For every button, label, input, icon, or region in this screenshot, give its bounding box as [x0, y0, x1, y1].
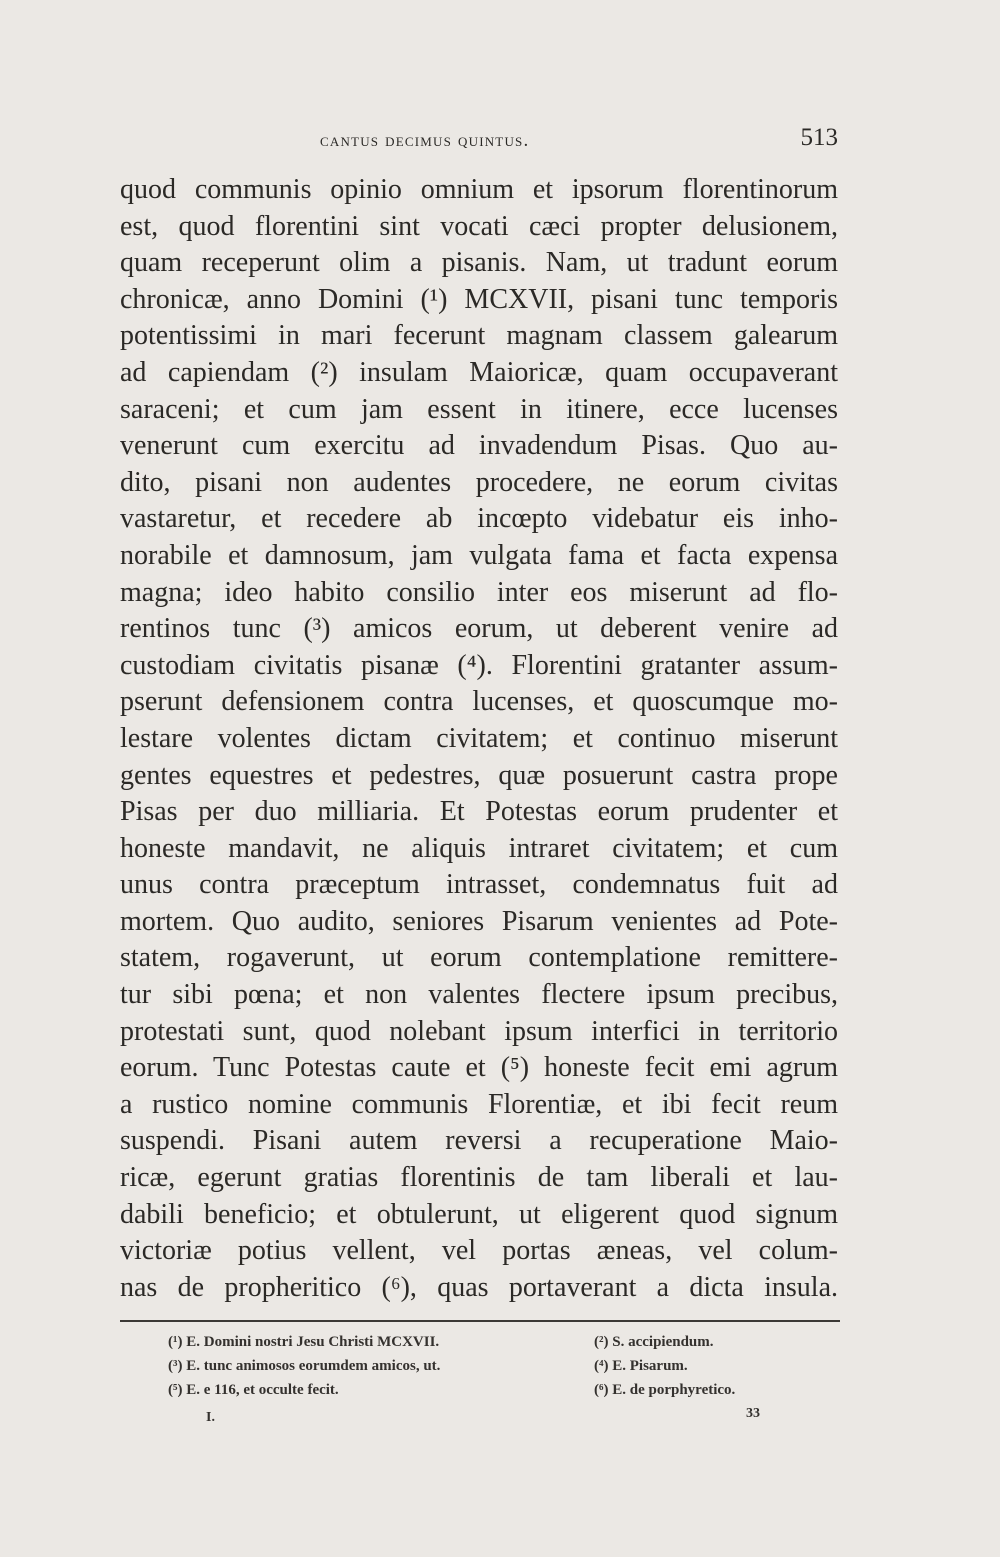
footnotes [160, 1330, 820, 1402]
gathering-mark: 33 [746, 1406, 760, 1421]
footnote-4: (⁴) E. Pisarum. [594, 1358, 688, 1374]
text-line: Pisas per duo milliaria. Et Potestas eorum prudenter et [120, 796, 838, 828]
text-line: mortem. Quo audito, seniores Pisarum venientes ad Pote- [120, 905, 838, 937]
running-title: cantus decimus quintus. [320, 130, 530, 151]
volume-mark: I. [206, 1410, 215, 1425]
text-line: suspendi. Pisani autem reversi a recuperatione Maio- [120, 1125, 838, 1157]
footnote-2: (²) S. accipiendum. [594, 1334, 714, 1350]
text-line: tur sibi pœna; et non valentes flectere ipsum precibus, [120, 979, 838, 1011]
text-line: norabile et damnosum, jam vulgata fama et facta expensa [120, 539, 838, 571]
text-line: a rustico nomine communis Florentiæ, et ibi fecit reum [120, 1088, 838, 1120]
text-line: saraceni; et cum jam essent in itinere, ecce lucenses [120, 393, 838, 425]
text-line: statem, rogaverunt, ut eorum contemplatione remittere- [120, 942, 838, 974]
text-line: rentinos tunc (³) amicos eorum, ut deberent venire ad [120, 613, 838, 645]
text-line: ad capiendam (²) insulam Maioricæ, quam occupaverant [120, 356, 838, 388]
text-line: honeste mandavit, ne aliquis intraret civitatem; et cum [120, 832, 838, 864]
footnote-row [160, 1330, 820, 1354]
text-line: unus contra præceptum intrasset, condemnatus fuit ad [120, 869, 838, 901]
text-line: chronicæ, anno Domini (¹) MCXVII, pisani tunc temporis [120, 283, 838, 315]
text-line: quod communis opinio omnium et ipsorum florentinorum [120, 174, 838, 205]
signature-line [160, 1406, 820, 1432]
footnote-5: (⁵) E. e 116, et occulte fecit. [168, 1382, 339, 1398]
text-line: nas de propheritico (⁶), quas portaverant a dicta insula. [120, 1271, 838, 1303]
text-line: venerunt cum exercitu ad invadendum Pisas. Quo au- [120, 430, 838, 462]
text-line: eorum. Tunc Potestas caute et (⁵) honeste fecit emi agrum [120, 1052, 838, 1084]
text-line: lestare volentes dictam civitatem; et continuo miserunt [120, 722, 838, 754]
text-line: vastaretur, et recedere ab incœpto videbatur eis inho- [120, 503, 838, 535]
main-text [120, 172, 838, 1306]
footnote-1: (¹) E. Domini nostri Jesu Christi MCXVII. [168, 1334, 440, 1350]
text-line: dito, pisani non audentes procedere, ne eorum civitas [120, 466, 838, 498]
text-line: custodiam civitatis pisanæ (⁴). Florentini gratanter assum- [120, 649, 838, 681]
text-line: est, quod florentini sint vocati cæci propter delusionem, [120, 210, 838, 242]
text-line: potentissimi in mari fecerunt magnam classem galearum [120, 320, 838, 352]
text-line: pserunt defensionem contra lucenses, et quoscumque mo- [120, 686, 838, 718]
footnote-6: (⁶) E. de porphyretico. [594, 1382, 736, 1398]
text-line: ricæ, egerunt gratias florentinis de tam liberali et lau- [120, 1162, 838, 1194]
footnote-divider [120, 1320, 840, 1322]
text-line: magna; ideo habito consilio inter eos miserunt ad flo- [120, 576, 838, 608]
footnote-row [160, 1378, 820, 1402]
page-number: 513 [800, 124, 838, 151]
text-line: victoriæ potius vellent, vel portas æneas, vel colum- [120, 1235, 838, 1267]
text-line: dabili beneficio; et obtulerunt, ut eligerent quod signum [120, 1198, 838, 1230]
running-header [120, 124, 840, 158]
text-line: gentes equestres et pedestres, quæ posuerunt castra prope [120, 759, 838, 791]
footnote-3: (³) E. tunc animosos eorumdem amicos, ut. [168, 1358, 441, 1374]
text-line: quam receperunt olim a pisanis. Nam, ut tradunt eorum [120, 247, 838, 279]
footnote-row [160, 1354, 820, 1378]
text-line: protestati sunt, quod nolebant ipsum interfici in territorio [120, 1015, 838, 1047]
